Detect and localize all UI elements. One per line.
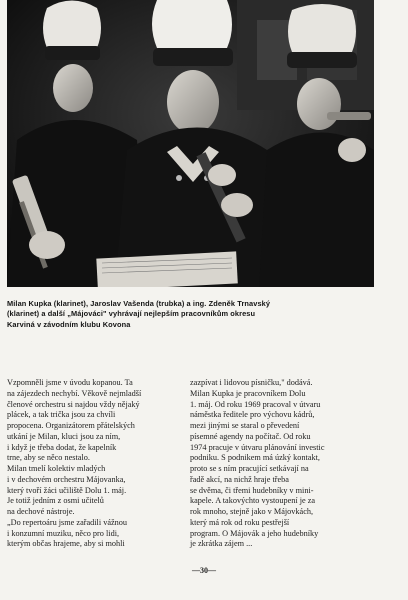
- caption-line: Milan Kupka (klarinet), Jaroslav Vašenda (trubka) a ing. Zdeněk Trnavský: [7, 299, 271, 308]
- article-right-column: [190, 378, 372, 550]
- text-line: kterým občas hrajeme, aby si mohli: [7, 539, 125, 549]
- text-line: utkání je Milan, kluci jsou za ním,: [7, 431, 121, 441]
- text-line: 1974 pracuje v útvaru plánování investic: [190, 442, 325, 452]
- text-line: Milan tmelí kolektiv mladých: [7, 464, 106, 473]
- text-line: i v dechovém orchestru Májovanka,: [7, 474, 126, 484]
- text-line: 1. máj. Od roku 1969 pracoval v útvaru: [190, 399, 321, 409]
- page-number: —30—: [192, 566, 216, 575]
- text-line: i konzumní muziku, něco pro lidi,: [7, 528, 120, 538]
- text-line: mezi jinými se staral o převedení: [190, 421, 300, 430]
- band-photo: [7, 0, 374, 287]
- text-line: zazpívat i lidovou písničku," dodává.: [190, 378, 313, 387]
- text-line: Vzpomněli jsme v úvodu kopanou. Ta: [7, 378, 133, 387]
- text-line: který tvoří žáci učiliště Dolu 1. máj.: [7, 485, 127, 495]
- text-line: který má rok od roku pestřejší: [190, 517, 290, 527]
- text-line: Je totiž jedním z osmi učitelů: [7, 496, 104, 506]
- text-line: členové orchestru si najdou vždy nějaký: [7, 399, 140, 409]
- text-line: na dechové nástroje.: [7, 507, 75, 516]
- text-line: proto se s ním pracující setkávají na: [190, 464, 309, 473]
- text-line: Milan Kupka je pracovníkem Dolu: [190, 388, 306, 398]
- photo-caption: [7, 299, 377, 330]
- band-photo-illustration: [7, 0, 374, 287]
- text-line: program. O Májovák a jeho hudebníky: [190, 528, 319, 538]
- caption-line: Karviná v závodním klubu Kovona: [7, 319, 131, 329]
- text-line: na zájezdech nechybí. Věkově nejmladší: [7, 388, 142, 398]
- text-line: se dvěma, či třemi hudebníky v mini-: [190, 485, 314, 495]
- caption-line: (klarinet) a další „Májováci" vyhrávají nejlepším pracovníkům okresu: [7, 309, 256, 319]
- text-line: „Do repertoáru jsme zařadili vážnou: [7, 517, 128, 527]
- text-line: písemné agendy na počítač. Od roku: [190, 431, 311, 441]
- text-line: i když je třeba dodat, že kapelník: [7, 442, 117, 452]
- text-line: propocena. Organizátorem přátelských: [7, 421, 135, 430]
- text-line: řadě akcí, na nichž hraje třeba: [190, 474, 289, 484]
- text-line: je zkrátka zájem ...: [190, 539, 253, 549]
- text-line: kapele. A takovýchto vystoupení je za: [190, 496, 316, 506]
- article-left-column: [7, 378, 189, 550]
- text-line: náměstka ředitele pro výchovu kádrů,: [190, 410, 315, 420]
- text-line: plácek, a tak trička jsou za chvíli: [7, 410, 116, 420]
- text-line: podniku. S podnikem má úzký kontakt,: [190, 453, 320, 463]
- text-line: trne, aby se něco nestalo.: [7, 453, 90, 463]
- text-line: rok mnoho, stejně jako v Májovkách,: [190, 507, 314, 516]
